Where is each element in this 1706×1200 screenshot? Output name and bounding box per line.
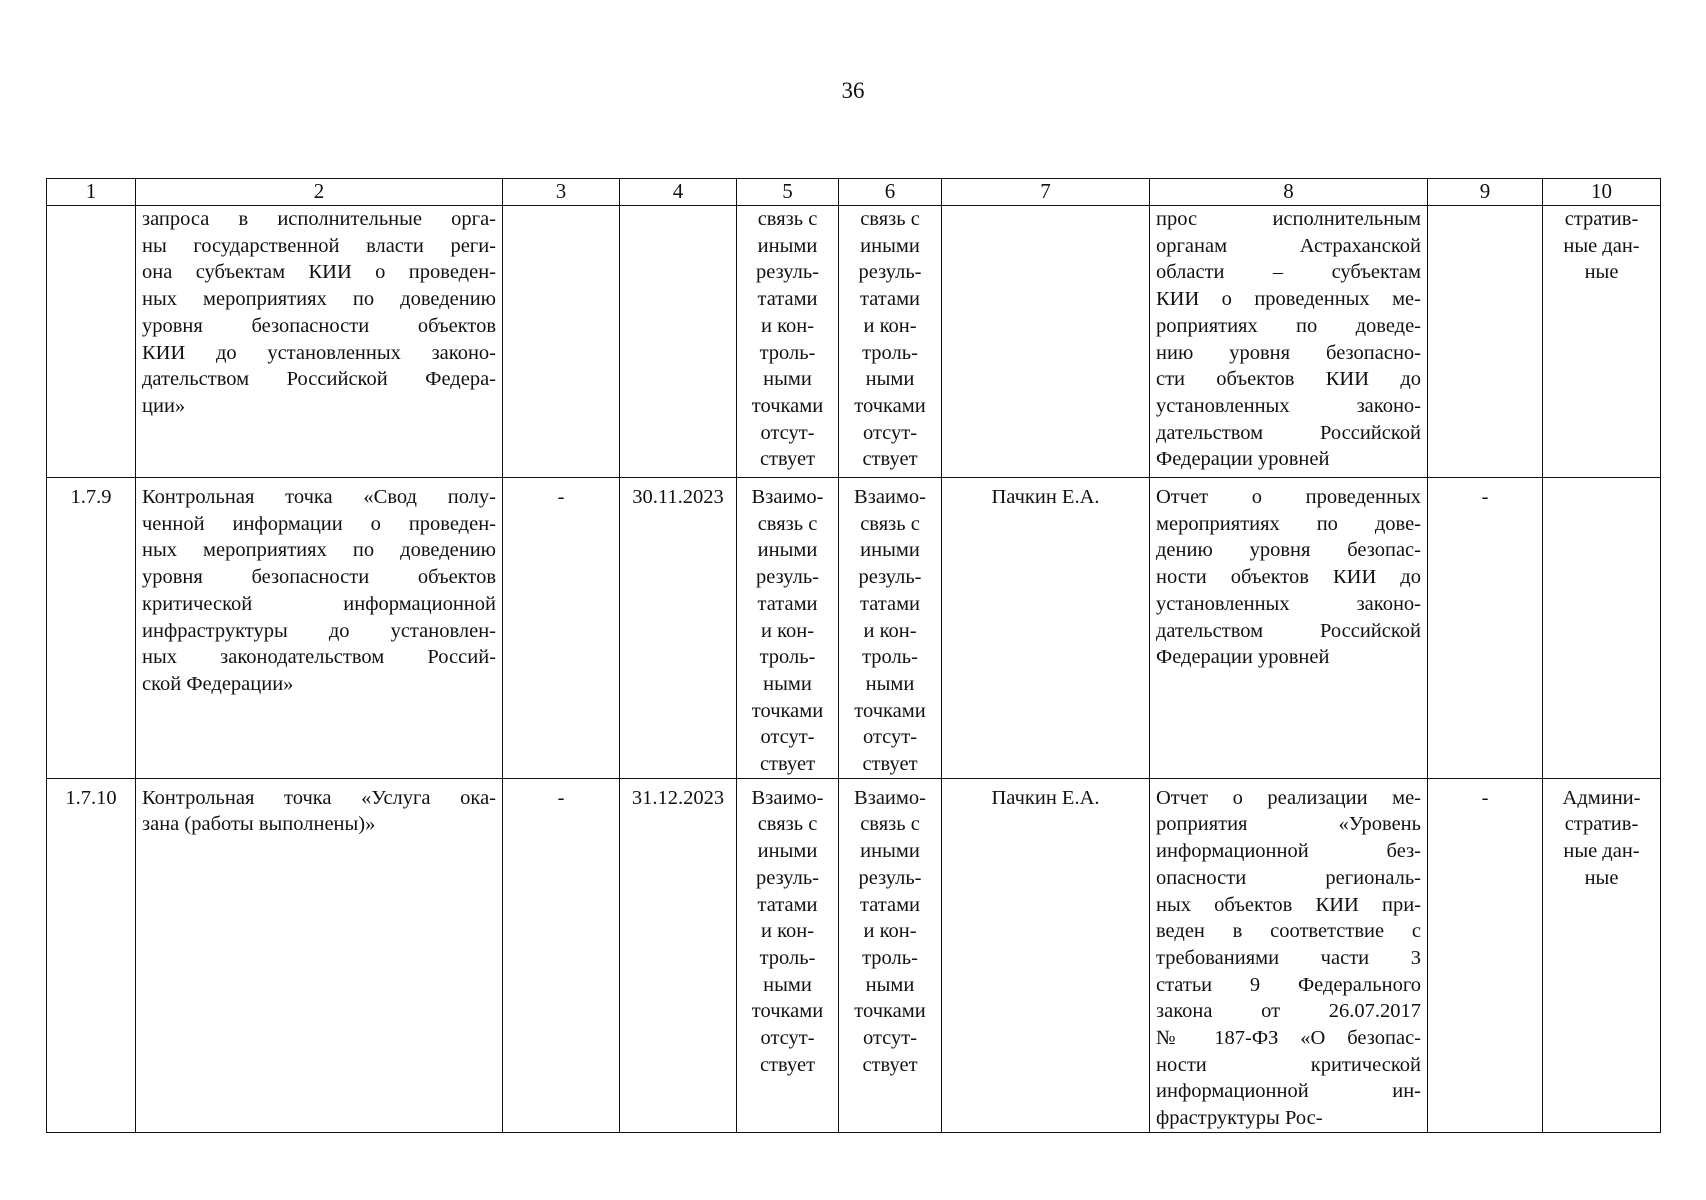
cell-text-line: ности критической (1156, 1053, 1421, 1076)
responsible-person-cell: Пачкин Е.А. (942, 778, 1150, 1132)
result-description-cell (1150, 778, 1428, 1132)
cell-text-line: связь с (860, 512, 920, 535)
cell-text-line: нию уровня безопасно- (1156, 341, 1421, 364)
cell-text-line: веден в соответствие с (1156, 920, 1421, 943)
cell-text-line: ные (1584, 866, 1619, 889)
info-system-cell (1543, 478, 1661, 779)
event-description-cell (136, 778, 503, 1132)
cell-text-line: резуль- (755, 566, 820, 589)
cell-text-line: точками (854, 1000, 926, 1023)
column-header-2: 2 (136, 179, 503, 206)
cell-text-line: уровня безопасности объектов (142, 566, 496, 589)
cell-text-line: требованиями части 3 (1156, 946, 1421, 969)
cell-text-line: отсут- (760, 1027, 815, 1050)
start-date-cell (503, 206, 620, 478)
column-header-4: 4 (620, 179, 737, 206)
cell-text-line: ской Федерации» (142, 672, 294, 695)
result-description-cell (1150, 478, 1428, 779)
cell-text-line: Взаимо- (751, 786, 824, 809)
cell-text-line: Взаимо- (751, 486, 824, 508)
cell-text-line: ными (763, 973, 812, 996)
cell-text-line: зана (работы выполнены)» (142, 813, 376, 836)
row-number-cell: 1.7.10 (47, 778, 136, 1132)
cell-text-line: ченной информации о проведен- (142, 512, 496, 535)
start-date-cell: - (503, 478, 620, 779)
cell-text-line: информационной ин- (1156, 1080, 1421, 1103)
cell-text-line: ными (865, 973, 915, 996)
cell-text-line: отсут- (760, 421, 815, 444)
cell-text-line: ны государственной власти реги- (142, 234, 496, 257)
end-date-cell (620, 206, 737, 478)
column-header-8: 8 (1150, 179, 1428, 206)
cell-text-line: ных законодательством Россий- (142, 646, 496, 669)
table-row (47, 778, 1661, 1132)
cell-text-line: дательством Российской (1156, 619, 1421, 642)
cell-text-line: мероприятиях по дове- (1156, 512, 1421, 535)
cell-text-line: Контрольная точка «Услуга ока- (142, 786, 496, 809)
cell-text-line: ными (763, 368, 812, 391)
cell-text-line: инфраструктуры до установлен- (142, 619, 496, 642)
cell-text-line: опасности региональ- (1156, 866, 1421, 889)
cell-text-line: иными (757, 840, 818, 863)
cell-text-line: отсут- (862, 726, 918, 749)
cell-text-line: резуль- (858, 566, 922, 589)
cell-text-line: отсут- (760, 726, 815, 749)
cell-text-line: ствует (862, 448, 918, 471)
cell-text-line: Федерации уровней (1156, 646, 1330, 669)
cell-text-line: точками (751, 394, 824, 417)
indicator-cell: - (1428, 478, 1543, 779)
cell-text-line: закона от 26.07.2017 (1156, 1000, 1421, 1023)
cell-text-line: уровня безопасности объектов (142, 314, 496, 337)
plan-table-container (46, 178, 1660, 1133)
cell-text-line: троль- (862, 341, 918, 364)
cell-text-line: троль- (759, 946, 816, 969)
column-header-6: 6 (839, 179, 942, 206)
cell-text-line: дательством Российской Федера- (142, 368, 496, 391)
cell-text-line: отсут- (862, 1027, 918, 1050)
cell-text-line: статьи 9 Федерального (1156, 973, 1421, 996)
cell-text-line: ными (865, 368, 915, 391)
cell-text-line: татами (757, 288, 818, 311)
cell-text-line: Отчет о реализации ме- (1156, 786, 1421, 809)
cell-text-line: установленных законо- (1156, 394, 1421, 417)
responsible-person-cell: Пачкин Е.А. (942, 478, 1150, 779)
indicator-cell (1428, 206, 1543, 478)
cell-text-line: ствует (759, 448, 816, 471)
cell-text-line: ные дан- (1563, 840, 1640, 863)
cell-text-line: ных объектов КИИ при- (1156, 893, 1421, 916)
cell-text-line: прос исполнительным (1156, 208, 1421, 230)
cell-text-line: иными (757, 539, 818, 562)
cell-text-line: и кон- (863, 920, 917, 943)
cell-text-line: точками (751, 1000, 824, 1023)
cell-text-line: роприятия «Уровень (1156, 813, 1421, 836)
column-header-7: 7 (942, 179, 1150, 206)
cell-text-line: и кон- (760, 619, 815, 642)
cell-text-line: Контрольная точка «Свод полу- (142, 486, 496, 508)
cell-text-line: КИИ о проведенных ме- (1156, 288, 1421, 311)
column-header-9: 9 (1428, 179, 1543, 206)
cell-text-line: КИИ до установленных законо- (142, 341, 496, 364)
cell-text-line: татами (859, 592, 921, 615)
cell-text-line: ствует (759, 1053, 816, 1076)
cell-text-line: ные (1584, 261, 1619, 284)
cell-text-line: критической информационной (142, 592, 496, 615)
link-next-cell (839, 778, 942, 1132)
cell-text-line: троль- (862, 946, 918, 969)
cell-text-line: фраструктуры Рос- (1156, 1107, 1323, 1130)
info-system-cell (1543, 778, 1661, 1132)
column-number-row (47, 179, 1661, 206)
cell-text-line: резуль- (755, 866, 820, 889)
page-number: 36 (841, 78, 865, 103)
start-date-cell: - (503, 778, 620, 1132)
cell-text-line: точками (854, 699, 926, 722)
cell-text-line: стратив- (1564, 208, 1639, 230)
event-description-cell (136, 478, 503, 779)
link-previous-cell (737, 478, 839, 779)
table-row (47, 478, 1661, 779)
cell-text-line: сти объектов КИИ до (1156, 368, 1421, 391)
cell-text-line: Отчет о проведенных (1156, 486, 1421, 508)
cell-text-line: связь с (860, 208, 920, 230)
cell-text-line: резуль- (755, 261, 820, 284)
cell-text-line: Админи- (1562, 786, 1641, 809)
cell-text-line: Взаимо- (854, 786, 926, 809)
cell-text-line: точками (854, 394, 926, 417)
cell-text-line: резуль- (858, 261, 922, 284)
cell-text-line: ными (763, 672, 812, 695)
cell-text-line: запроса в исполнительные орга- (142, 208, 496, 230)
cell-text-line: резуль- (858, 866, 922, 889)
link-next-cell (839, 478, 942, 779)
cell-text-line: Взаимо- (854, 486, 926, 508)
event-description-cell (136, 206, 503, 478)
cell-text-line: ные дан- (1563, 234, 1640, 257)
cell-text-line: ными (865, 672, 915, 695)
cell-text-line: иными (860, 234, 920, 257)
cell-text-line: и кон- (863, 314, 917, 337)
column-header-10: 10 (1543, 179, 1661, 206)
end-date-cell: 31.12.2023 (620, 778, 737, 1132)
cell-text-line: точками (751, 699, 824, 722)
cell-text-line: ствует (862, 1053, 918, 1076)
end-date-cell: 30.11.2023 (620, 478, 737, 779)
link-next-cell (839, 206, 942, 478)
row-number-cell: 1.7.9 (47, 478, 136, 779)
column-header-1: 1 (47, 179, 136, 206)
cell-text-line: татами (757, 893, 818, 916)
cell-text-line: отсут- (862, 421, 918, 444)
cell-text-line: троль- (759, 646, 816, 669)
cell-text-line: троль- (862, 646, 918, 669)
column-header-5: 5 (737, 179, 839, 206)
cell-text-line: роприятиях по доведе- (1156, 314, 1421, 337)
cell-text-line: органам Астраханской (1156, 234, 1421, 257)
result-description-cell (1150, 206, 1428, 478)
cell-text-line: дению уровня безопас- (1156, 539, 1421, 562)
cell-text-line: связь с (757, 813, 818, 836)
cell-text-line: № 187-ФЗ «О безопас- (1156, 1027, 1421, 1050)
cell-text-line: дательством Российской (1156, 421, 1421, 444)
cell-text-line: иными (860, 840, 920, 863)
cell-text-line: троль- (759, 341, 816, 364)
cell-text-line: татами (757, 592, 818, 615)
cell-text-line: татами (859, 893, 921, 916)
cell-text-line: стратив- (1564, 813, 1639, 836)
cell-text-line: установленных законо- (1156, 592, 1421, 615)
cell-text-line: и кон- (760, 314, 815, 337)
cell-text-line: ных мероприятиях по доведению (142, 288, 496, 311)
responsible-person-cell (942, 206, 1150, 478)
cell-text-line: Федерации уровней (1156, 448, 1330, 471)
row-number-cell (47, 206, 136, 478)
cell-text-line: информационной без- (1156, 840, 1421, 863)
cell-text-line: ных мероприятиях по доведению (142, 539, 496, 562)
table-row (47, 206, 1661, 478)
link-previous-cell (737, 206, 839, 478)
cell-text-line: она субъектам КИИ о проведен- (142, 261, 496, 284)
cell-text-line: связь с (757, 512, 818, 535)
cell-text-line: ности объектов КИИ до (1156, 566, 1421, 589)
cell-text-line: ции» (142, 394, 186, 417)
indicator-cell: - (1428, 778, 1543, 1132)
cell-text-line: иными (860, 539, 920, 562)
column-header-3: 3 (503, 179, 620, 206)
cell-text-line: и кон- (863, 619, 917, 642)
cell-text-line: области – субъектам (1156, 261, 1421, 284)
cell-text-line: татами (859, 288, 921, 311)
info-system-cell (1543, 206, 1661, 478)
cell-text-line: ствует (759, 753, 816, 776)
link-previous-cell (737, 778, 839, 1132)
cell-text-line: связь с (757, 208, 818, 230)
cell-text-line: и кон- (760, 920, 815, 943)
cell-text-line: связь с (860, 813, 920, 836)
plan-table (46, 178, 1661, 1133)
cell-text-line: ствует (862, 753, 918, 776)
cell-text-line: иными (757, 234, 818, 257)
